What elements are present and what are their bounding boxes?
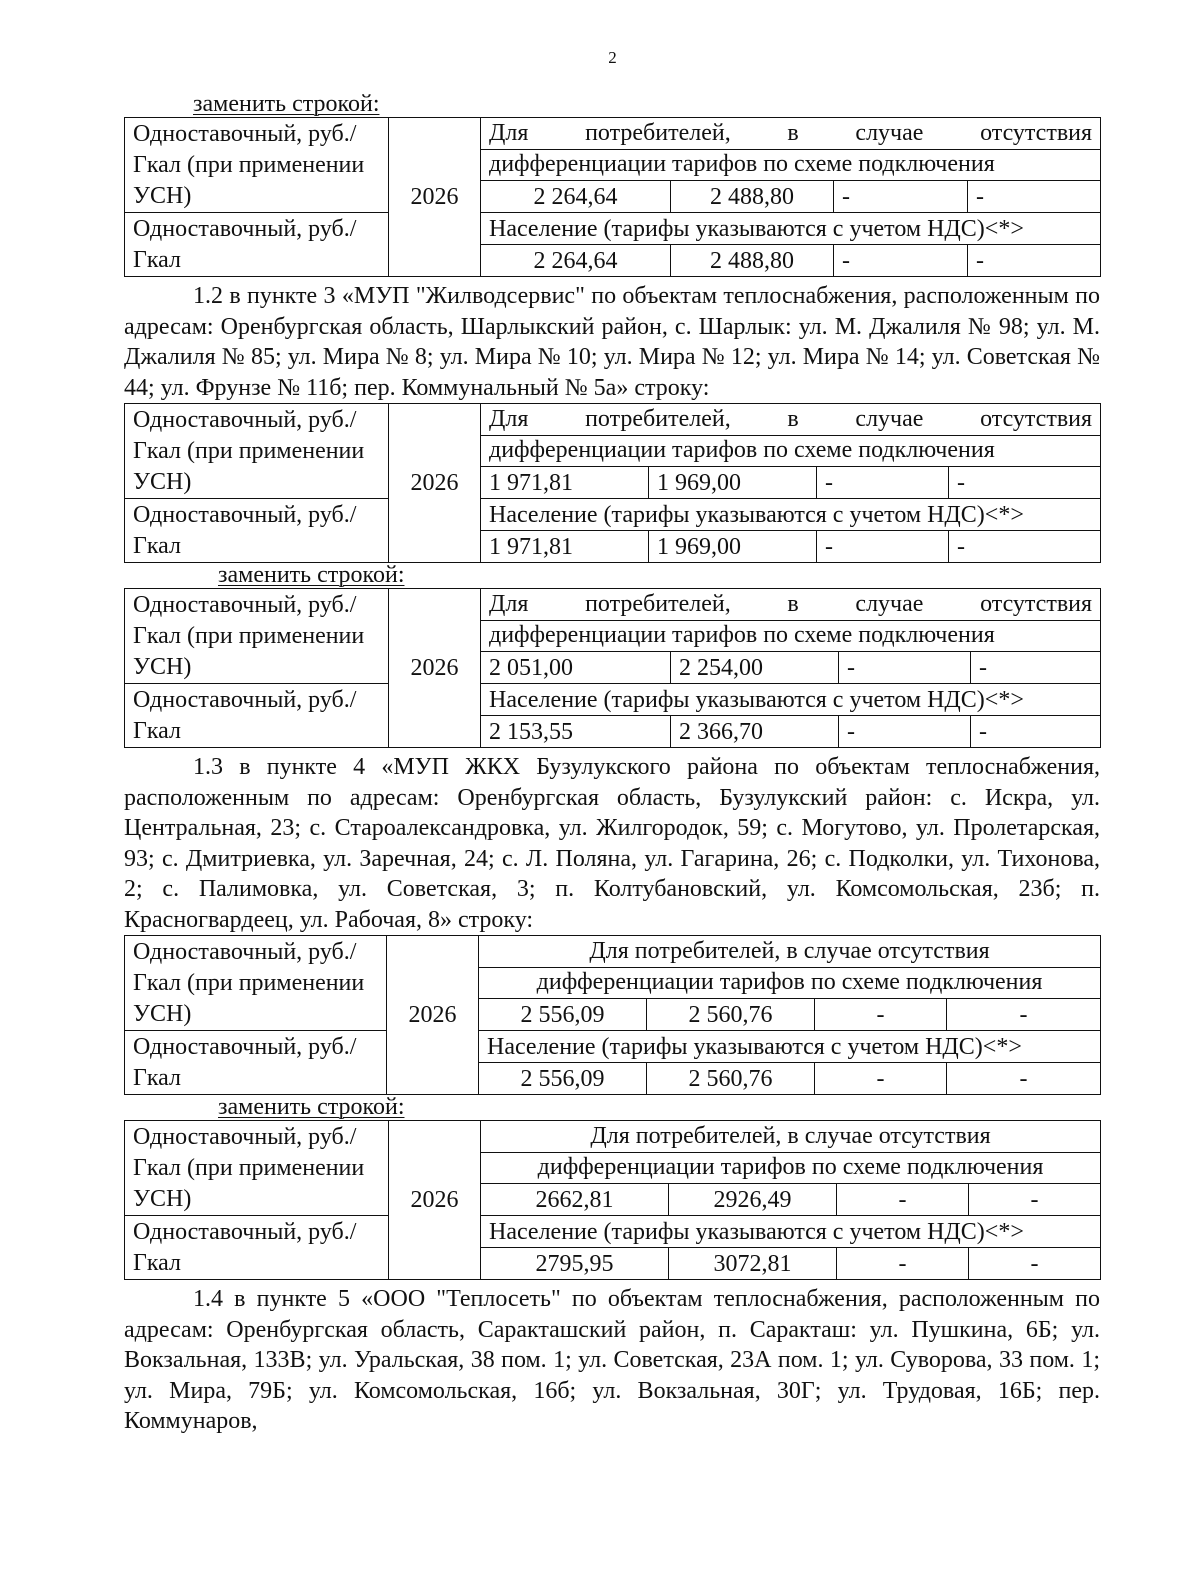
year-cell: 2026 <box>389 404 481 563</box>
tariff-table <box>124 935 1101 1095</box>
tariff-cell: 2 556,09 <box>479 999 647 1031</box>
tariff-cell: 2 556,09 <box>479 1063 647 1095</box>
tariff-cell: - <box>971 652 1101 684</box>
tariff-cell: 2 366,70 <box>671 716 839 748</box>
tariff-cell: - <box>968 181 1101 213</box>
tariff-cell: - <box>837 1248 969 1280</box>
tariff-cell: - <box>839 652 971 684</box>
heading-consumers-line2: дифференциации тарифов по схеме подключения <box>479 967 1101 999</box>
tariff-cell: - <box>971 716 1101 748</box>
heading-consumers-line2: дифференциации тарифов по схеме подключения <box>481 435 1101 467</box>
label-single: Одноставочный, руб./Гкал <box>125 213 389 277</box>
label-usn: Одноставочный, руб./Гкал (при применении УСН) <box>125 1121 389 1216</box>
tariff-cell: - <box>969 1184 1101 1216</box>
tariff-cell: - <box>839 716 971 748</box>
year-cell: 2026 <box>389 1121 481 1280</box>
tariff-cell: - <box>949 531 1101 563</box>
year-cell: 2026 <box>389 118 481 277</box>
tariff-cell: - <box>947 1063 1101 1095</box>
heading-consumers-line2: дифференциации тарифов по схеме подключения <box>481 1152 1101 1184</box>
tariff-cell: 2 153,55 <box>481 716 671 748</box>
tariff-cell: - <box>969 1248 1101 1280</box>
tariff-cell: - <box>834 245 968 277</box>
page-number: 2 <box>608 48 617 67</box>
heading-consumers-line2: дифференциации тарифов по схеме подключения <box>481 149 1101 181</box>
label-usn: Одноставочный, руб./Гкал (при применении УСН) <box>125 936 387 1031</box>
heading-consumers <box>479 936 1101 968</box>
heading-consumers <box>481 1121 1101 1153</box>
tariff-table <box>124 588 1101 748</box>
tariff-cell: 2 560,76 <box>647 1063 815 1095</box>
heading-population: Население (тарифы указываются с учетом НДС)<*> <box>481 1216 1101 1248</box>
tariff-cell: 2 560,76 <box>647 999 815 1031</box>
document-body <box>124 92 1100 1437</box>
heading-consumers-line1: Для потребителей, в случае отсутствия <box>489 119 1093 146</box>
tariff-cell: 1 969,00 <box>649 531 817 563</box>
heading-consumers-line1: Для потребителей, в случае отсутствия <box>489 405 1093 432</box>
tariff-cell: 2 488,80 <box>671 245 834 277</box>
label-single: Одноставочный, руб./Гкал <box>125 1031 387 1095</box>
year-cell: 2026 <box>389 589 481 748</box>
label-usn: Одноставочный, руб./Гкал (при применении УСН) <box>125 404 389 499</box>
table-caption: заменить строкой: <box>218 1094 405 1120</box>
label-usn: Одноставочный, руб./Гкал (при применении УСН) <box>125 589 389 684</box>
tariff-cell: 2 264,64 <box>481 181 671 213</box>
tariff-cell: 2 264,64 <box>481 245 671 277</box>
paragraph-1-2: 1.2 в пункте 3 «МУП "Жилводсервис" по объектам теплоснабжения, расположенным по адресам: Оренбургская область, Шарлыкский район, с. Шарлык: ул. М. Джалиля № 98; ул. М. Джалиля № 85; ул. Мира № 8; ул. Мира № 10; ул. Мира № 12; ул. Мира № 14; ул. Советская № 44; ул. Фрунзе № 11б; пер. Коммунальный № 5а» строку: <box>124 283 1100 401</box>
label-single: Одноставочный, руб./Гкал <box>125 1216 389 1280</box>
label-usn: Одноставочный, руб./Гкал (при применении УСН) <box>125 118 389 213</box>
tariff-cell: 3072,81 <box>669 1248 837 1280</box>
tariff-cell: 2926,49 <box>669 1184 837 1216</box>
tariff-cell: - <box>834 181 968 213</box>
tariff-cell: 2662,81 <box>481 1184 669 1216</box>
tariff-cell: - <box>837 1184 969 1216</box>
tariff-cell: - <box>815 1063 947 1095</box>
tariff-cell: 2795,95 <box>481 1248 669 1280</box>
heading-population: Население (тарифы указываются с учетом НДС)<*> <box>481 684 1101 716</box>
tariff-cell: 2 488,80 <box>671 181 834 213</box>
tariff-cell: 2 051,00 <box>481 652 671 684</box>
year-cell: 2026 <box>387 936 479 1095</box>
tariff-cell: - <box>817 467 949 499</box>
tariff-table <box>124 117 1101 277</box>
heading-consumers <box>481 589 1101 621</box>
tariff-table <box>124 403 1101 563</box>
label-single: Одноставочный, руб./Гкал <box>125 684 389 748</box>
heading-consumers-line1: Для потребителей, в случае отсутствия <box>590 1122 991 1149</box>
label-single: Одноставочный, руб./Гкал <box>125 499 389 563</box>
tariff-cell: 2 254,00 <box>671 652 839 684</box>
tariff-cell: 1 969,00 <box>649 467 817 499</box>
heading-consumers <box>481 118 1101 150</box>
heading-population: Население (тарифы указываются с учетом НДС)<*> <box>479 1031 1101 1063</box>
tariff-cell: - <box>817 531 949 563</box>
tariff-table <box>124 1120 1101 1280</box>
heading-consumers-line2: дифференциации тарифов по схеме подключения <box>481 620 1101 652</box>
heading-consumers-line1: Для потребителей, в случае отсутствия <box>589 937 990 964</box>
tariff-cell: - <box>815 999 947 1031</box>
tariff-cell: 1 971,81 <box>481 531 649 563</box>
tariff-cell: 1 971,81 <box>481 467 649 499</box>
heading-population: Население (тарифы указываются с учетом НДС)<*> <box>481 213 1101 245</box>
tariff-cell: - <box>949 467 1101 499</box>
heading-consumers-line1: Для потребителей, в случае отсутствия <box>489 590 1093 617</box>
table-caption: заменить строкой: <box>193 91 380 117</box>
heading-consumers <box>481 404 1101 436</box>
tariff-cell: - <box>947 999 1101 1031</box>
heading-population: Население (тарифы указываются с учетом НДС)<*> <box>481 499 1101 531</box>
paragraph-1-4: 1.4 в пункте 5 «ООО "Теплосеть" по объектам теплоснабжения, расположенным по адресам: Оренбургская область, Саракташский район, п. Саракташ: ул. Пушкина, 6Б; ул. Вокзальная, 133В; ул. Уральская, 38 пом. 1; ул. Советская, 23А пом. 1; ул. Суворова, 33 пом. 1; ул. Мира, 79Б; ул. Комсомольская, 16б; ул. Вокзальная, 30Г; ул. Трудовая, 16Б; пер. Коммунаров, <box>124 1286 1100 1434</box>
paragraph-1-3: 1.3 в пункте 4 «МУП ЖКХ Бузулукского района по объектам теплоснабжения, расположенным по адресам: Оренбургская область, Бузулукский район: с. Искра, ул. Центральная, 23; с. Староалександровка, ул. Жилгородок, 59; с. Могутово, ул. Пролетарская, 93; с. Дмитриевка, ул. Заречная, 24; с. Л. Поляна, ул. Гагарина, 26; с. Подколки, ул. Тихонова, 2; с. Палимовка, ул. Советская, 3; п. Колтубановский, ул. Комсомольская, 23б; п. Красногвардеец, ул. Рабочая, 8» строку: <box>124 754 1100 933</box>
table-caption: заменить строкой: <box>218 562 405 588</box>
tariff-cell: - <box>968 245 1101 277</box>
